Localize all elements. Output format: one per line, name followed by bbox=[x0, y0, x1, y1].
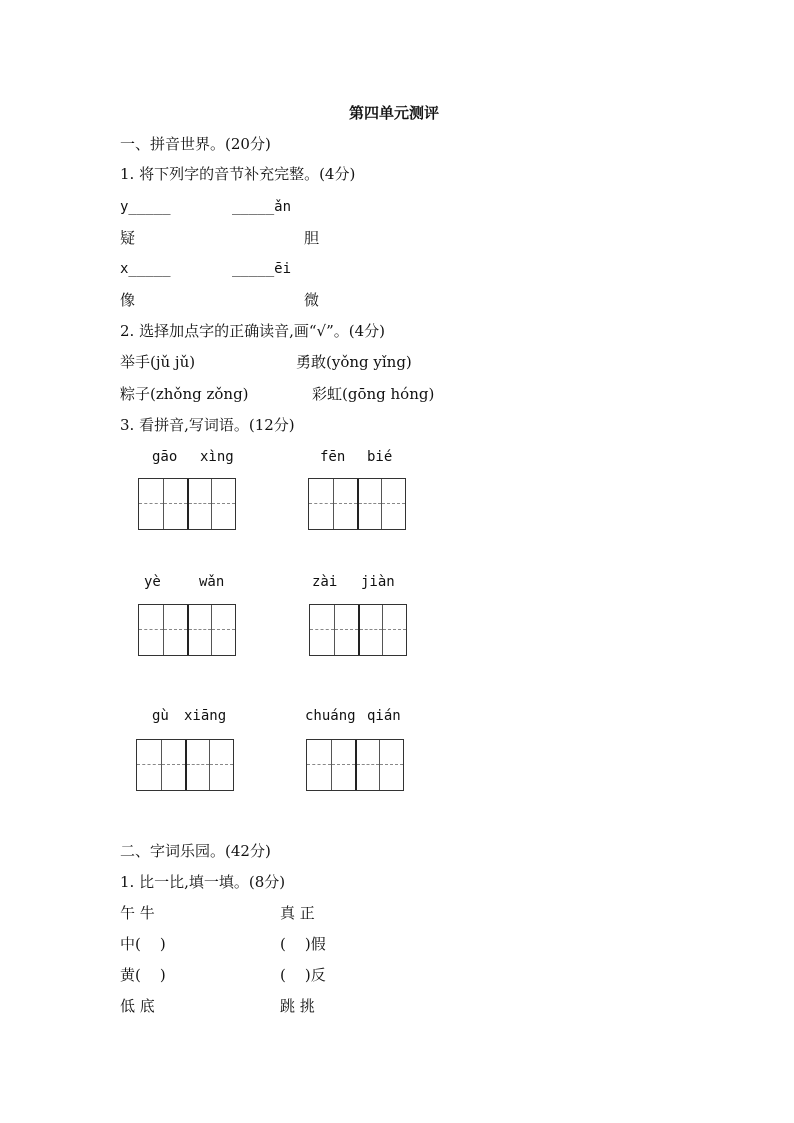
compare-pair: 午 牛 bbox=[120, 904, 155, 922]
character-xiang: 像 bbox=[120, 291, 136, 309]
character-dan: 胆 bbox=[304, 229, 320, 247]
character-wei: 微 bbox=[304, 291, 320, 309]
question-2-1-prompt: 1. 比一比,填一填。(8分) bbox=[120, 873, 286, 891]
pronunciation-choice-2[interactable]: 勇敢(yǒng yǐng) bbox=[296, 353, 412, 371]
writing-grid[interactable] bbox=[308, 478, 406, 530]
question-1-1-prompt: 1. 将下列字的音节补充完整。(4分) bbox=[120, 165, 356, 183]
pinyin-label: gāo bbox=[152, 449, 178, 465]
writing-grid[interactable] bbox=[136, 739, 234, 791]
syllable-blank-3[interactable]: x_____ bbox=[120, 261, 171, 277]
writing-grid[interactable] bbox=[306, 739, 404, 791]
fill-blank[interactable]: 中( ) bbox=[120, 935, 166, 953]
writing-grid[interactable] bbox=[138, 478, 236, 530]
pinyin-label: qián bbox=[367, 708, 401, 724]
pinyin-label: bié bbox=[367, 449, 393, 465]
question-1-3-prompt: 3. 看拼音,写词语。(12分) bbox=[120, 416, 295, 434]
writing-grid[interactable] bbox=[138, 604, 236, 656]
pinyin-label: jiàn bbox=[361, 574, 395, 590]
syllable-blank-1[interactable]: y_____ bbox=[120, 199, 171, 215]
pinyin-label: chuáng bbox=[305, 708, 356, 724]
question-1-2-prompt: 2. 选择加点字的正确读音,画“√”。(4分) bbox=[120, 322, 385, 340]
pinyin-label: wǎn bbox=[199, 574, 225, 590]
syllable-blank-4[interactable]: _____ēi bbox=[232, 261, 292, 277]
section-2-heading: 二、字词乐园。(42分) bbox=[120, 842, 271, 860]
compare-pair: 真 正 bbox=[280, 904, 315, 922]
pinyin-label: fēn bbox=[320, 449, 346, 465]
fill-blank[interactable]: 黄( ) bbox=[120, 966, 166, 984]
pinyin-label: zài bbox=[312, 574, 338, 590]
fill-blank[interactable]: ( )假 bbox=[280, 935, 326, 953]
syllable-blank-2[interactable]: _____ǎn bbox=[232, 199, 292, 215]
page-title: 第四单元测评 bbox=[349, 104, 440, 122]
pronunciation-choice-4[interactable]: 彩虹(gōng hóng) bbox=[312, 385, 435, 403]
pinyin-label: yè bbox=[144, 574, 161, 590]
writing-grid[interactable] bbox=[309, 604, 407, 656]
pinyin-label: xiāng bbox=[184, 708, 227, 724]
compare-pair: 低 底 bbox=[120, 997, 155, 1015]
pinyin-label: gù bbox=[152, 708, 169, 724]
character-yi: 疑 bbox=[120, 229, 136, 247]
fill-blank[interactable]: ( )反 bbox=[280, 966, 326, 984]
pronunciation-choice-3[interactable]: 粽子(zhǒng zǒng) bbox=[120, 385, 249, 403]
pinyin-label: xìng bbox=[200, 449, 234, 465]
pronunciation-choice-1[interactable]: 举手(jǔ jǔ) bbox=[120, 353, 196, 371]
compare-pair: 跳 挑 bbox=[280, 997, 315, 1015]
section-1-heading: 一、拼音世界。(20分) bbox=[120, 135, 271, 153]
